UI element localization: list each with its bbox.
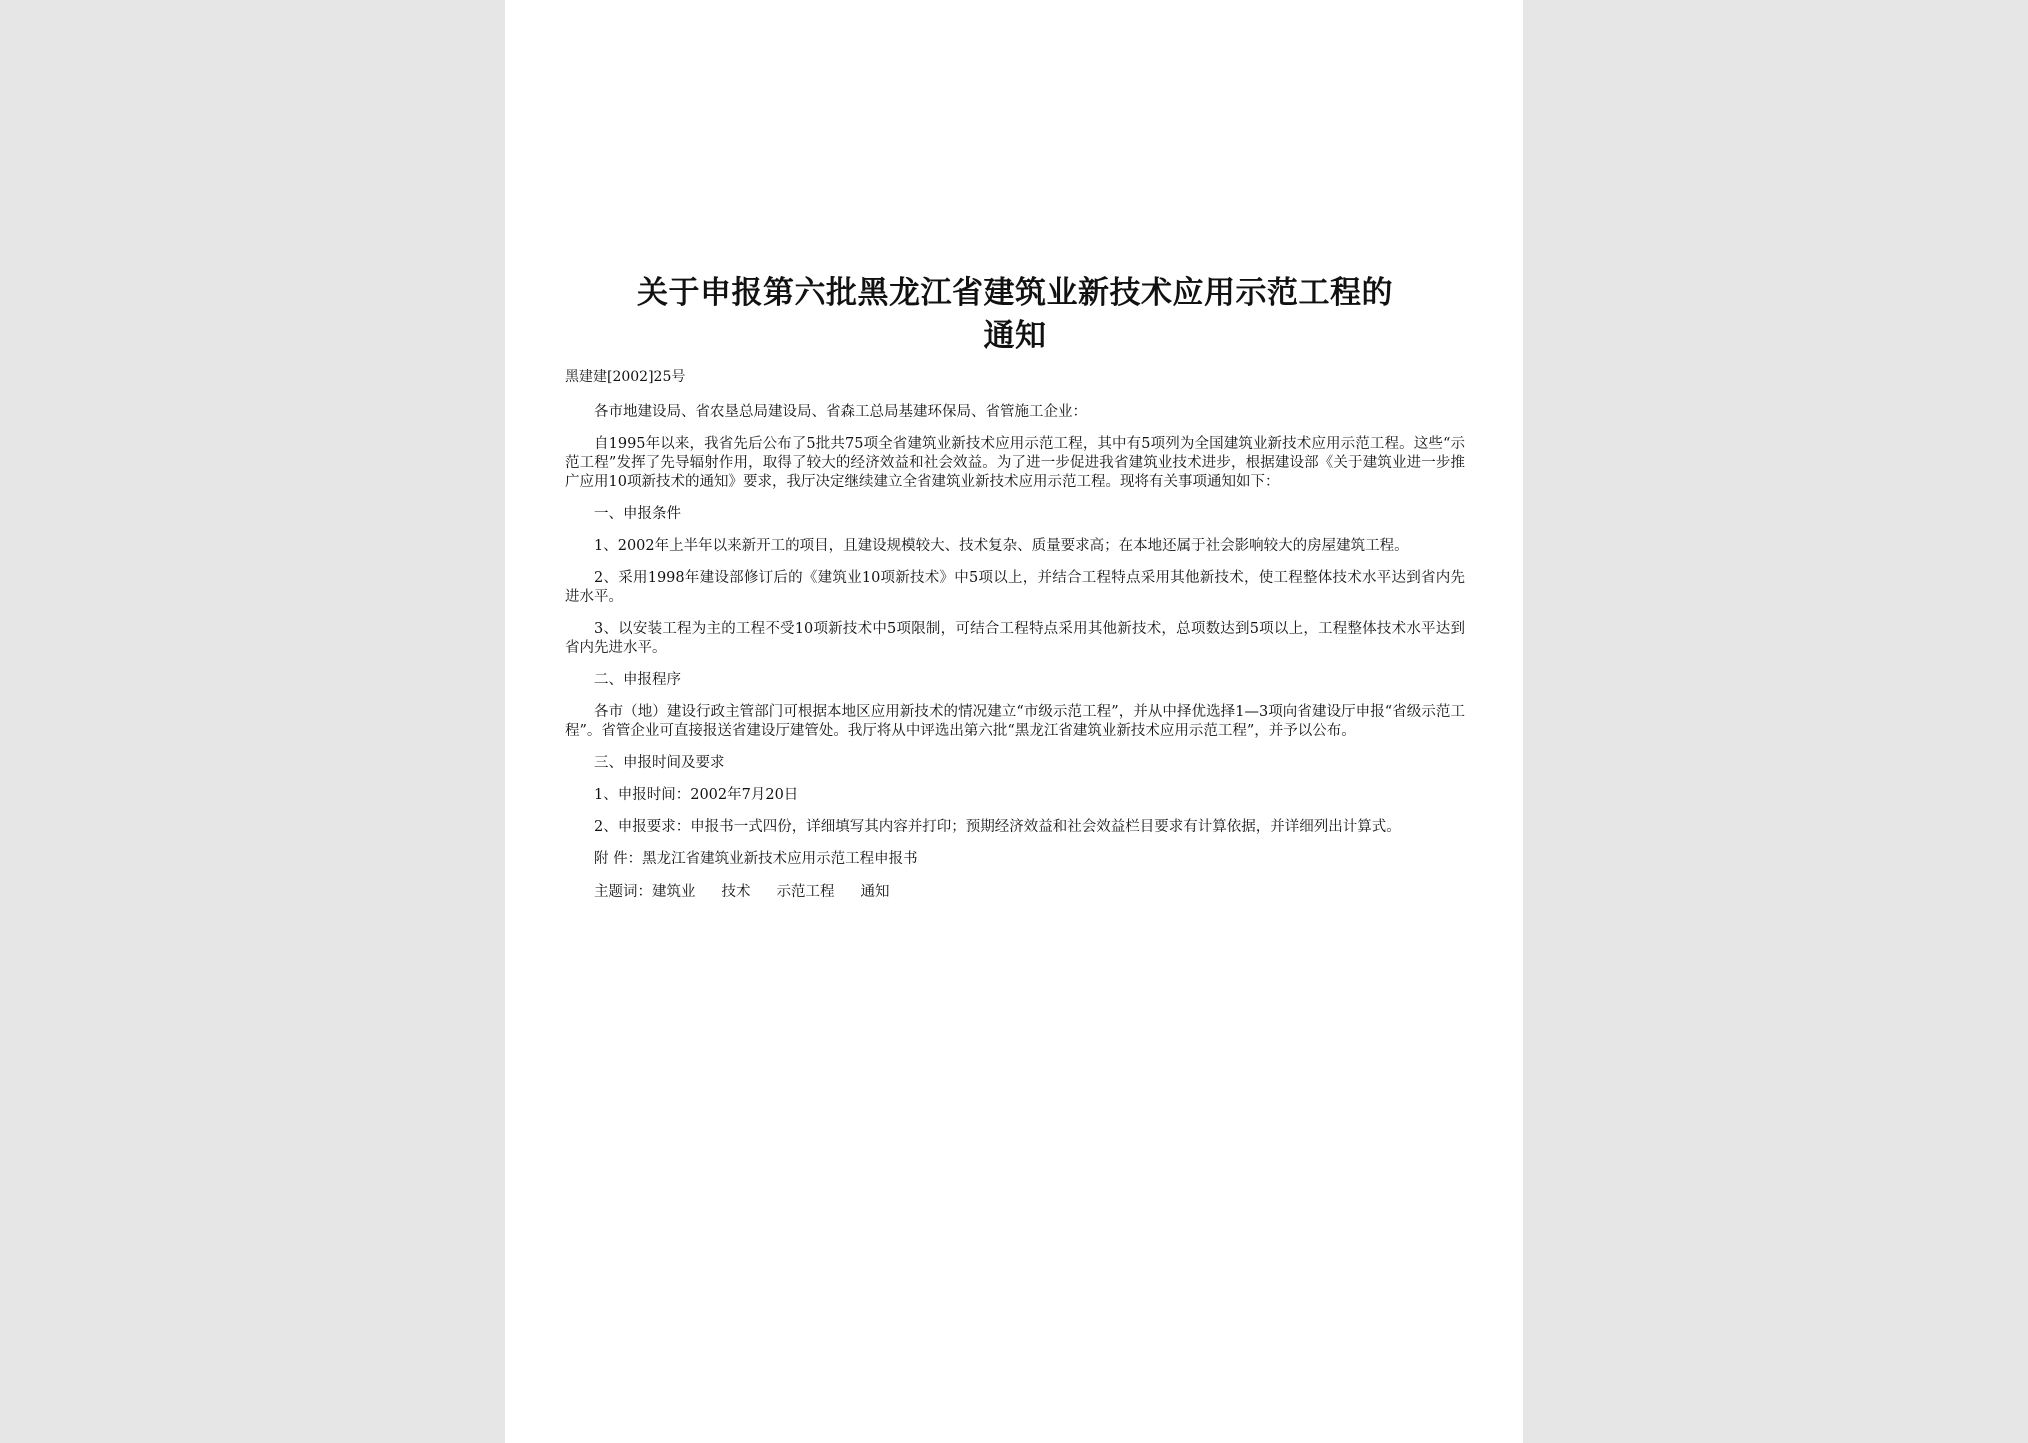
section-3-item-2: 2、申报要求：申报书一式四份，详细填写其内容并打印；预期经济效益和社会效益栏目要求有计算依据，并详细列出计算式。	[594, 819, 1401, 835]
intro-paragraph: 自1995年以来，我省先后公布了5批共75项全省建筑业新技术应用示范工程，其中有5项列为全国建筑业新技术应用示范工程。这些“示范工程”发挥了先导辐射作用，取得了较大的经济效益和社会效益。为了进一步促进我省建筑业技术进步，根据建设部《关于建筑业进一步推广应用10项新技术的通知》要求，我厅决定继续建立全省建筑业新技术应用示范工程。现将有关事项通知如下：	[565, 436, 1465, 490]
attachment-line: 附 件：黑龙江省建筑业新技术应用示范工程申报书	[594, 851, 918, 867]
title-line-2: 通知	[983, 318, 1047, 354]
document-number: 黑建建[2002]25号	[565, 369, 686, 385]
keywords-line	[565, 883, 1465, 902]
document-page	[505, 0, 1523, 1443]
section-2-heading: 二、申报程序	[594, 672, 681, 688]
section-2-body: 各市（地）建设行政主管部门可根据本地区应用新技术的情况建立“市级示范工程”，并从中择优选择1—3项向省建设厅申报“省级示范工程”。省管企业可直接报送省建设厅建管处。我厅将从中评选出第六批“黑龙江省建筑业新技术应用示范工程”，并予以公布。	[565, 704, 1465, 739]
salutation: 各市地建设局、省农垦总局建设局、省森工总局基建环保局、省管施工企业：	[594, 404, 1087, 420]
section-3-item-1: 1、申报时间：2002年7月20日	[594, 787, 799, 803]
section-3-heading: 三、申报时间及要求	[594, 755, 725, 771]
section-1-item-1: 1、2002年上半年以来新开工的项目，且建设规模较大、技术复杂、质量要求高；在本地还属于社会影响较大的房屋建筑工程。	[594, 538, 1409, 554]
title-line-1: 关于申报第六批黑龙江省建筑业新技术应用示范工程的	[637, 275, 1393, 311]
document-title	[565, 272, 1465, 358]
document-body	[565, 272, 1465, 902]
keyword-item: 示范工程	[776, 884, 835, 900]
section-1-item-2: 2、采用1998年建设部修订后的《建筑业10项新技术》中5项以上，并结合工程特点采用其他新技术，使工程整体技术水平达到省内先进水平。	[565, 570, 1465, 605]
section-1-item-3: 3、以安装工程为主的工程不受10项新技术中5项限制，可结合工程特点采用其他新技术，总项数达到5项以上，工程整体技术水平达到省内先进水平。	[565, 621, 1465, 656]
section-1-heading: 一、申报条件	[594, 506, 681, 522]
keyword-item: 技术	[721, 884, 751, 900]
keywords-label: 主题词：	[594, 884, 652, 900]
keyword-item: 建筑业	[652, 884, 696, 900]
keyword-item: 通知	[860, 884, 890, 900]
